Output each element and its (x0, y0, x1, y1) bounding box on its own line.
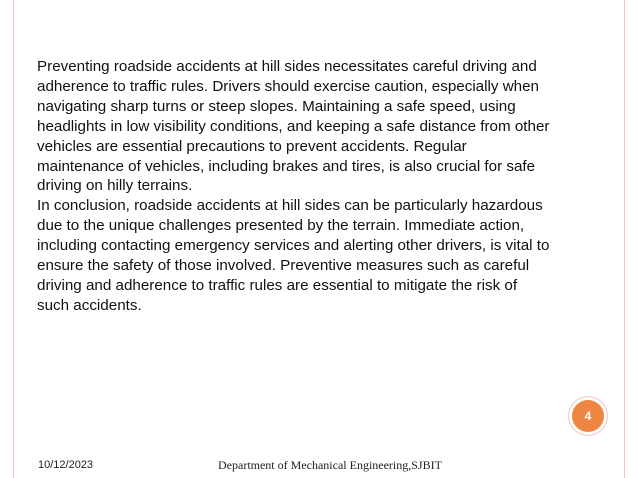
page-number-badge (572, 400, 604, 432)
page-number: 4 (584, 409, 592, 423)
footer-date: 10/12/2023 (38, 459, 94, 471)
paragraph-prevention: Preventing roadside accidents at hill sides necessitates careful driving and adherence to traffic rules. Drivers should exercise caution, especially when navigating sharp turns or steep slopes. Maintaining a safe speed, using headlights in low visibility conditions, and keeping a safe distance from other vehicles are essential precautions to prevent accidents. Regular maintenance of vehicles, including brakes and tires, is also crucial for safe driving on hilly terrains. (37, 58, 550, 195)
footer-department: Department of Mechanical Engineering,SJBIT (218, 458, 442, 472)
slide-body-text (37, 57, 552, 316)
paragraph-conclusion: In conclusion, roadside accidents at hill sides can be particularly hazardous due to the unique challenges presented by the terrain. Immediate action, including contacting emergency services and alerting other drivers, is vital to ensure the safety of those involved. Preventive measures such as careful driving and adherence to traffic rules are essential to mitigate the risk of such accidents. (37, 197, 550, 314)
